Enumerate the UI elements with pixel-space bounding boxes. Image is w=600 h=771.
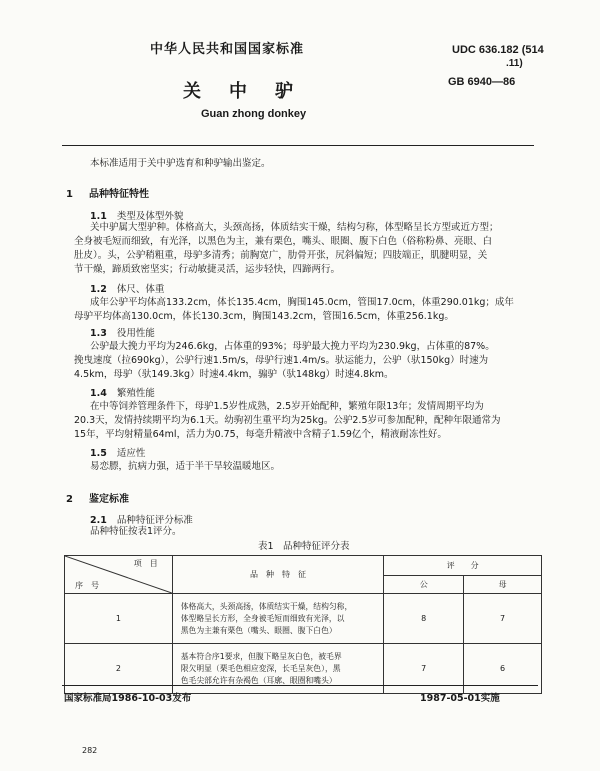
header-female-cell: 母 — [464, 576, 542, 594]
text-line: 挽曳速度（拉690kg），公驴行速1.5m/s，母驴行速1.4m/s。驮运能力，公驴（驮150kg）时速为 — [74, 355, 489, 366]
cell-line: 限欠明显（栗毛色相应変深，长毛呈灰色），黑 — [180, 663, 341, 673]
header-item-seq-cell — [65, 556, 173, 594]
subsection-title: 类型及体型外貌 — [116, 211, 184, 222]
subsection-1-5-heading — [90, 445, 145, 459]
text-line: 易恋膘，抗病力强，适于半干旱较温暖地区。 — [90, 461, 281, 472]
intro-paragraph: 本标准适用于关中驴选育和种驴输出鉴定。 — [90, 158, 271, 169]
subsection-1-1-body — [74, 221, 544, 277]
cell-line: 色毛尖部允许有杂褐色（耳廓、眼圈和嘴头） — [180, 675, 337, 685]
subsection-1-4-heading — [90, 385, 155, 399]
feature-cell — [172, 594, 384, 644]
section-number: 1 — [66, 189, 73, 200]
header-score-cell: 评 分 — [384, 556, 542, 576]
udc-code: UDC 636.182 (514 — [452, 44, 544, 56]
issue-date: 国家标准局1986-10-03发布 — [64, 693, 192, 704]
text-line: 关中驴属大型驴种。体格高大，头颈高扬，体质结实干燥，结构匀称，体型略呈长方型或近方型； — [90, 222, 499, 233]
udc-code-cont: .11) — [506, 58, 523, 69]
header-rule — [62, 145, 534, 146]
effective-date: 1987-05-01实施 — [420, 693, 500, 704]
section-1-heading — [66, 185, 149, 200]
text-line: 公驴最大挽力平均为246.6kg，占体重的93%；母驴最大挽力平均为230.9kg，占体重的87%。 — [90, 341, 495, 352]
seq-cell: 2 — [65, 644, 173, 694]
subsection-title: 体尺、体重 — [116, 284, 165, 295]
page-number: 282 — [82, 746, 98, 755]
subsection-1-5-body — [90, 460, 280, 474]
female-score-cell: 6 — [464, 644, 542, 694]
subsection-title: 品种特征评分标准 — [116, 515, 193, 526]
document-title: 关中驴 — [183, 81, 321, 102]
subsection-1-2-heading — [90, 281, 164, 295]
subsection-number: 1.2 — [90, 284, 107, 295]
table-caption: 表1 品种特征评分表 — [258, 541, 350, 552]
header-male-cell: 公 — [384, 576, 464, 594]
subsection-number: 1.3 — [90, 328, 107, 339]
section-2-heading — [66, 490, 129, 505]
female-score-cell: 7 — [464, 594, 542, 644]
text-line: 全身被毛短而细致，有光泽，以黑色为主，兼有栗色，嘴头、眼圈、腹下白色（俗称粉鼻、亮眼、白 — [74, 236, 493, 247]
subsection-number: 1.5 — [90, 448, 107, 459]
subsection-number: 1.4 — [90, 388, 107, 399]
document-subtitle: Guan zhong donkey — [201, 108, 307, 120]
subsection-1-3-body — [74, 340, 544, 382]
subsection-2-1-body: 品种特征按表1评分。 — [90, 526, 182, 537]
seq-cell: 1 — [65, 594, 173, 644]
subsection-1-2-body — [74, 296, 544, 324]
text-line: 4.5km，母驴（驮149.3kg）时速4.4km，骟驴（驮148kg）时速4.8km。 — [74, 369, 394, 380]
text-line: 肚皮）。头，公驴稍粗重，母驴多清秀；前胸宽广，肋骨开张，尻斜偏短；四肢端正，肌腱明显，关 — [74, 250, 488, 261]
scoring-table — [64, 555, 542, 694]
section-title: 品种特征特性 — [88, 189, 149, 200]
section-title: 鉴定标准 — [88, 494, 129, 505]
text-line: 节干燥，蹄质致密坚实；行动敏捷灵活，运步轻快，四蹄两行。 — [74, 264, 341, 275]
gb-code: GB 6940—86 — [448, 76, 516, 88]
text-line: 15年，平均射精量64ml，活力为0.75，每毫升精液中含精子1.59亿个，精液耐冻性好。 — [74, 429, 447, 440]
subsection-2-1-heading — [90, 512, 193, 526]
subsection-1-4-body — [74, 400, 544, 442]
cell-line: 基本符合序1要求，但腹下略呈灰白色，被毛界 — [180, 651, 342, 661]
header-item-label: 项 目 — [133, 559, 158, 568]
table-row — [65, 644, 542, 694]
table-row — [65, 594, 542, 644]
section-number: 2 — [66, 494, 73, 505]
header-seq-label: 序 号 — [75, 581, 99, 590]
standard-header-title: 中华人民共和国国家标准 — [150, 42, 305, 57]
text-line: 20.3天，发情持续期平均为6.1天。幼驹初生重平均为25kg。公驴2.5岁可参加配种，配种年限通常为 — [74, 415, 501, 426]
subsection-title: 适应性 — [116, 448, 146, 459]
feature-cell — [172, 644, 384, 694]
cell-line: 体格高大，头颈高扬，体质结实干燥，结构匀称， — [180, 601, 353, 611]
subsection-title: 繁殖性能 — [116, 388, 155, 399]
subsection-title: 役用性能 — [116, 328, 155, 339]
subsection-number: 2.1 — [90, 515, 107, 526]
male-score-cell: 8 — [384, 594, 464, 644]
subsection-1-3-heading — [90, 325, 155, 339]
text-line: 成年公驴平均体高133.2cm，体长135.4cm，胸围145.0cm，管围17.0cm，体重290.01kg；成年 — [90, 297, 514, 308]
footer-rule — [62, 685, 538, 686]
cell-line: 黑色为主兼有栗色（嘴头、眼圈、腹下白色） — [180, 625, 337, 635]
male-score-cell: 7 — [384, 644, 464, 694]
subsection-1-1-heading — [90, 208, 183, 222]
cell-line: 体型略呈长方形，全身被毛短而细致有光泽，以 — [180, 613, 345, 623]
subsection-number: 1.1 — [90, 211, 107, 222]
header-feature-cell: 品 种 特 征 — [172, 556, 384, 594]
text-line: 母驴平均体高130.0cm，体长130.3cm，胸围143.2cm，管围16.5cm，体重256.1kg。 — [74, 311, 454, 322]
text-line: 在中等饲养管理条件下，母驴1.5岁性成熟，2.5岁开始配种，繁殖年限13年；发情周期平均为 — [90, 401, 484, 412]
